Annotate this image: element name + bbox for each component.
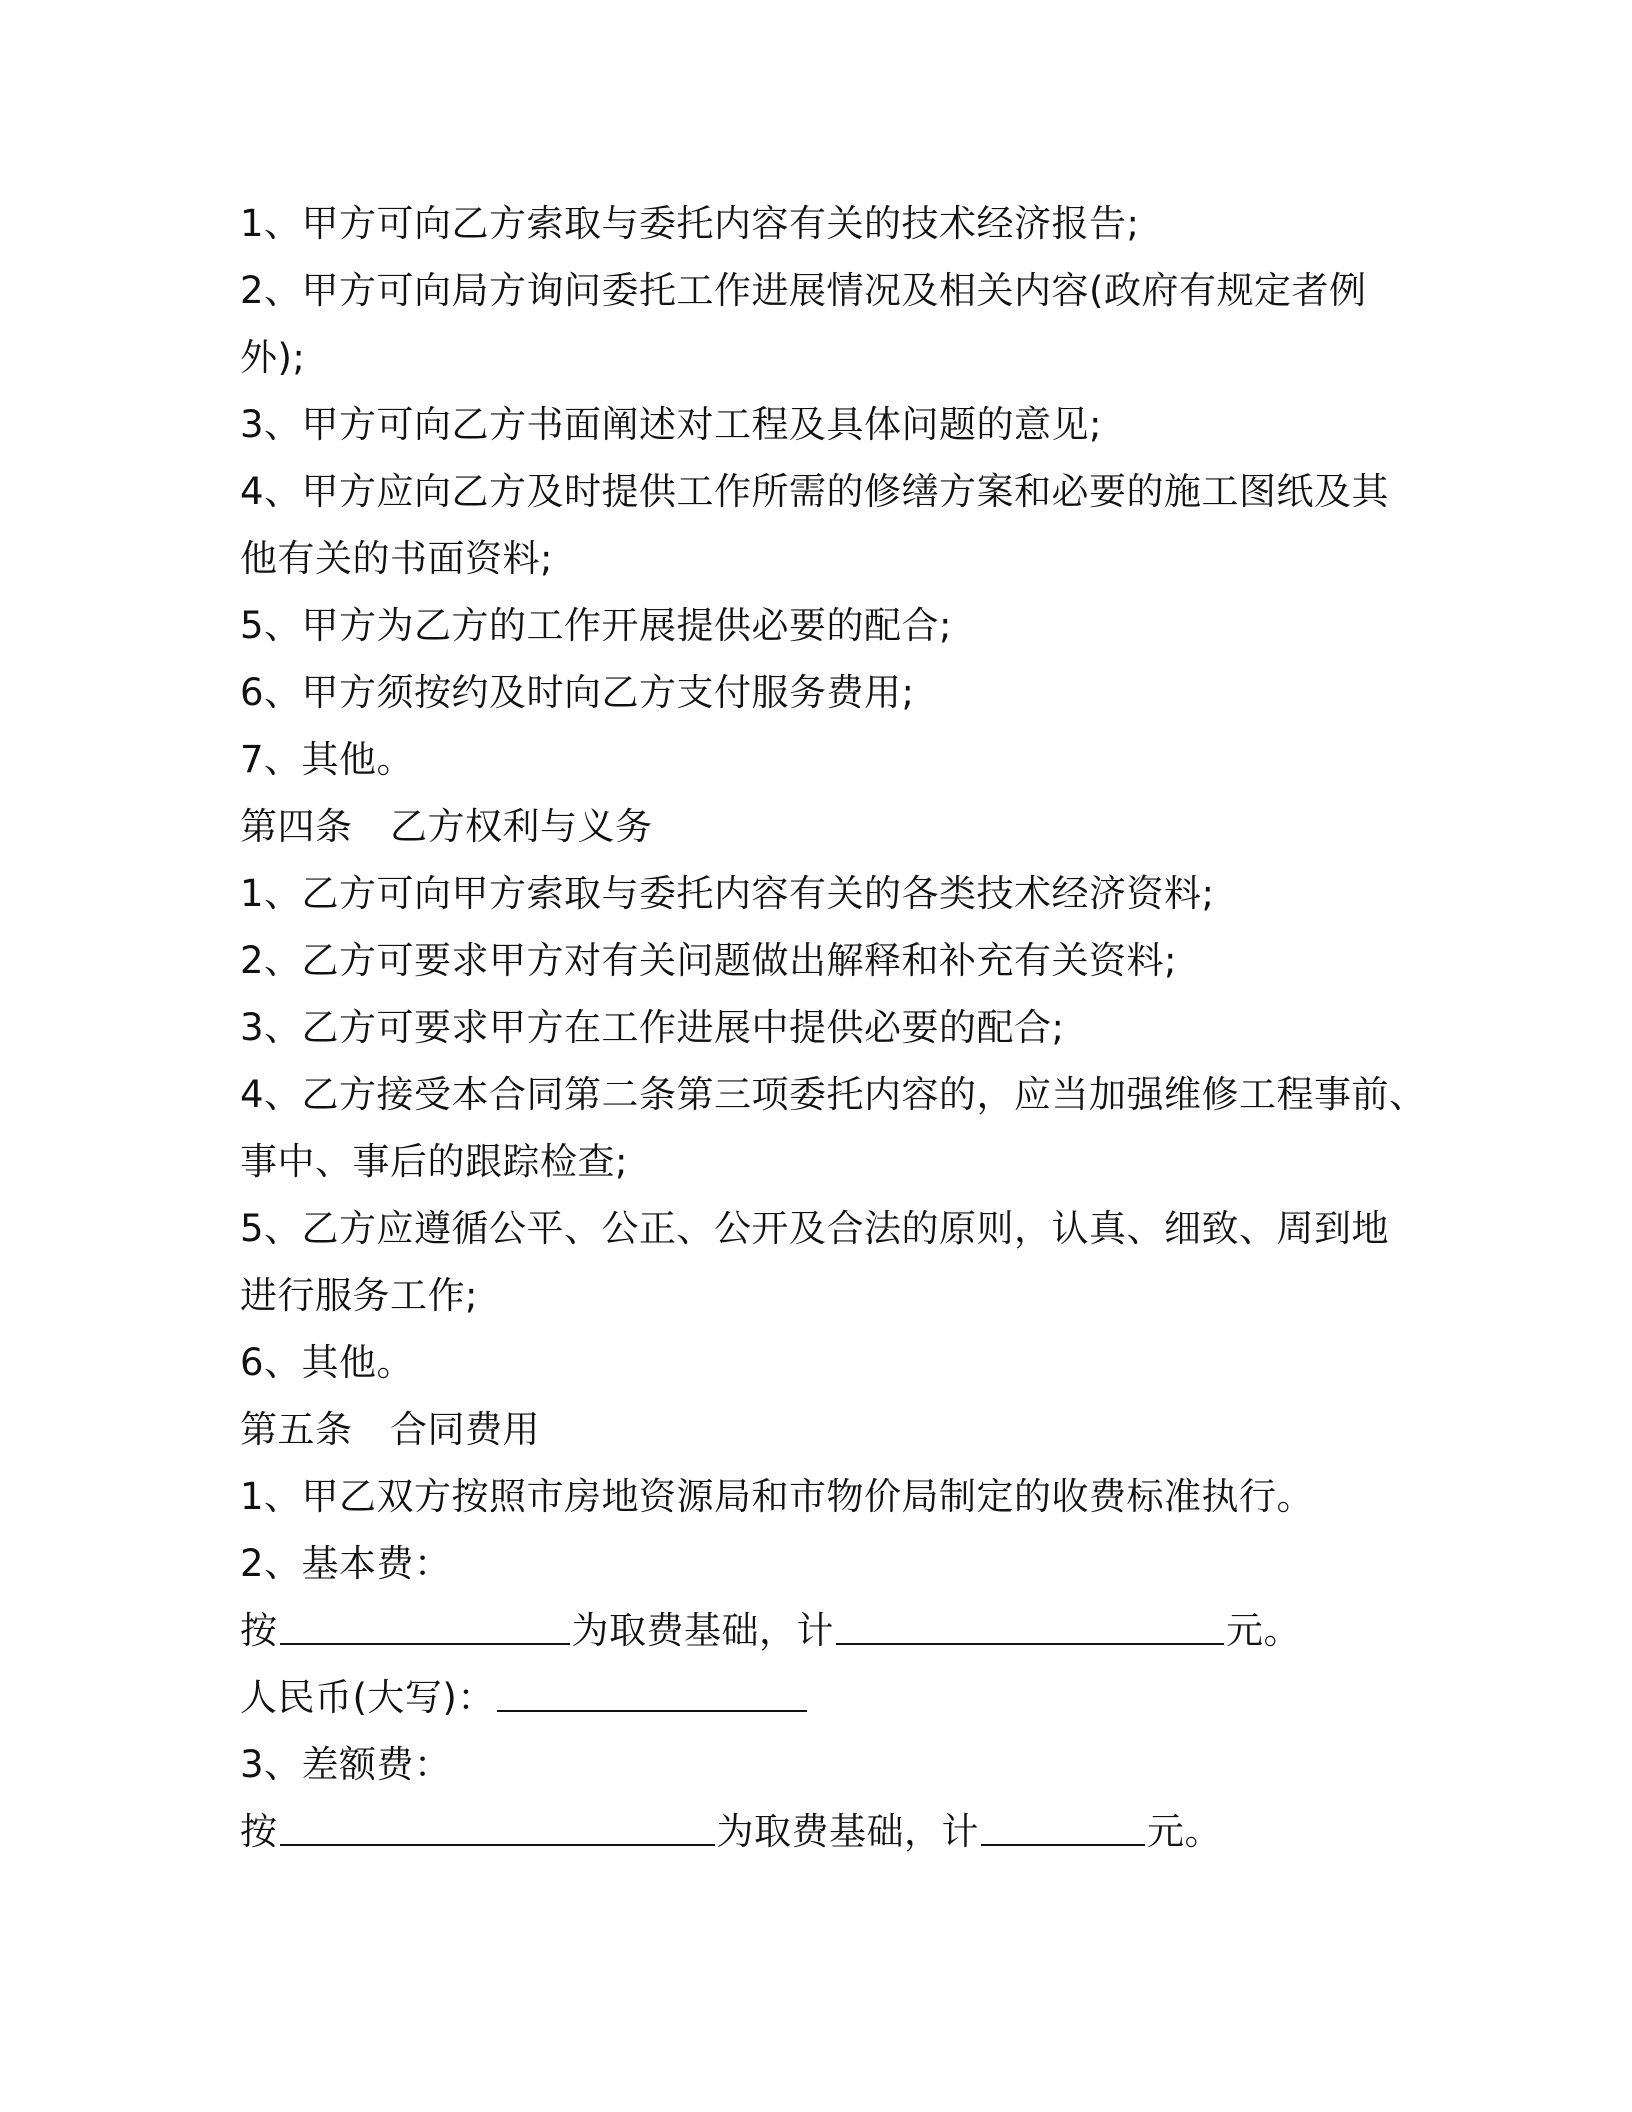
text-line: 6、甲方须按约及时向乙方支付服务费用;: [240, 671, 915, 714]
diff-fee-basis-blank[interactable]: [280, 1814, 715, 1846]
text-line: 2、基本费：: [240, 1542, 452, 1585]
document-body: [240, 190, 1427, 1865]
diff-fee-suffix: 元。: [1147, 1810, 1222, 1853]
diff-fee-amount-blank[interactable]: [981, 1814, 1145, 1846]
rmb-uppercase-line: [240, 1664, 1420, 1731]
text-line: 事中、事后的跟踪检查;: [240, 1140, 628, 1183]
text-line: 1、甲乙双方按照市房地资源局和市物价局制定的收费标准执行。: [240, 1475, 1315, 1518]
text-line: 4、甲方应向乙方及时提供工作所需的修缮方案和必要的施工图纸及其: [240, 470, 1390, 513]
text-line: 3、甲方可向乙方书面阐述对工程及具体问题的意见;: [240, 403, 1103, 446]
text-line: 5、乙方应遵循公平、公正、公开及合法的原则，认真、细致、周到地: [240, 1207, 1390, 1250]
text-line: 6、其他。: [240, 1341, 415, 1384]
text-line: 4、乙方接受本合同第二条第三项委托内容的，应当加强维修工程事前、: [240, 1073, 1427, 1116]
text-line: 进行服务工作;: [240, 1274, 478, 1317]
section-heading-article-5: 第五条 合同费用: [240, 1408, 540, 1451]
basic-fee-basis-blank[interactable]: [280, 1613, 570, 1645]
basic-fee-line: [240, 1597, 1420, 1664]
basic-fee-suffix: 元。: [1226, 1609, 1301, 1652]
text-line: 7、其他。: [240, 738, 415, 781]
section-heading-article-4: 第四条 乙方权利与义务: [240, 805, 653, 848]
text-line: 外);: [240, 336, 306, 379]
basic-fee-prefix: 按: [240, 1609, 278, 1652]
basic-fee-middle: 为取费基础，计: [571, 1609, 834, 1652]
text-line: 3、乙方可要求甲方在工作进展中提供必要的配合;: [240, 1006, 1065, 1049]
diff-fee-middle: 为取费基础，计: [716, 1810, 979, 1853]
rmb-label: 人民币(大写)：: [240, 1676, 495, 1719]
text-line: 2、甲方可向局方询问委托工作进展情况及相关内容(政府有规定者例: [240, 269, 1367, 312]
text-line: 3、差额费：: [240, 1743, 452, 1786]
text-line: 1、乙方可向甲方索取与委托内容有关的各类技术经济资料;: [240, 872, 1215, 915]
text-line: 1、甲方可向乙方索取与委托内容有关的技术经济报告;: [240, 202, 1140, 245]
diff-fee-prefix: 按: [240, 1810, 278, 1853]
rmb-uppercase-blank[interactable]: [497, 1680, 807, 1712]
basic-fee-amount-blank[interactable]: [836, 1613, 1224, 1645]
diff-fee-line: [240, 1798, 1420, 1865]
text-line: 2、乙方可要求甲方对有关问题做出解释和补充有关资料;: [240, 939, 1178, 982]
text-line: 5、甲方为乙方的工作开展提供必要的配合;: [240, 604, 953, 647]
text-line: 他有关的书面资料;: [240, 537, 553, 580]
